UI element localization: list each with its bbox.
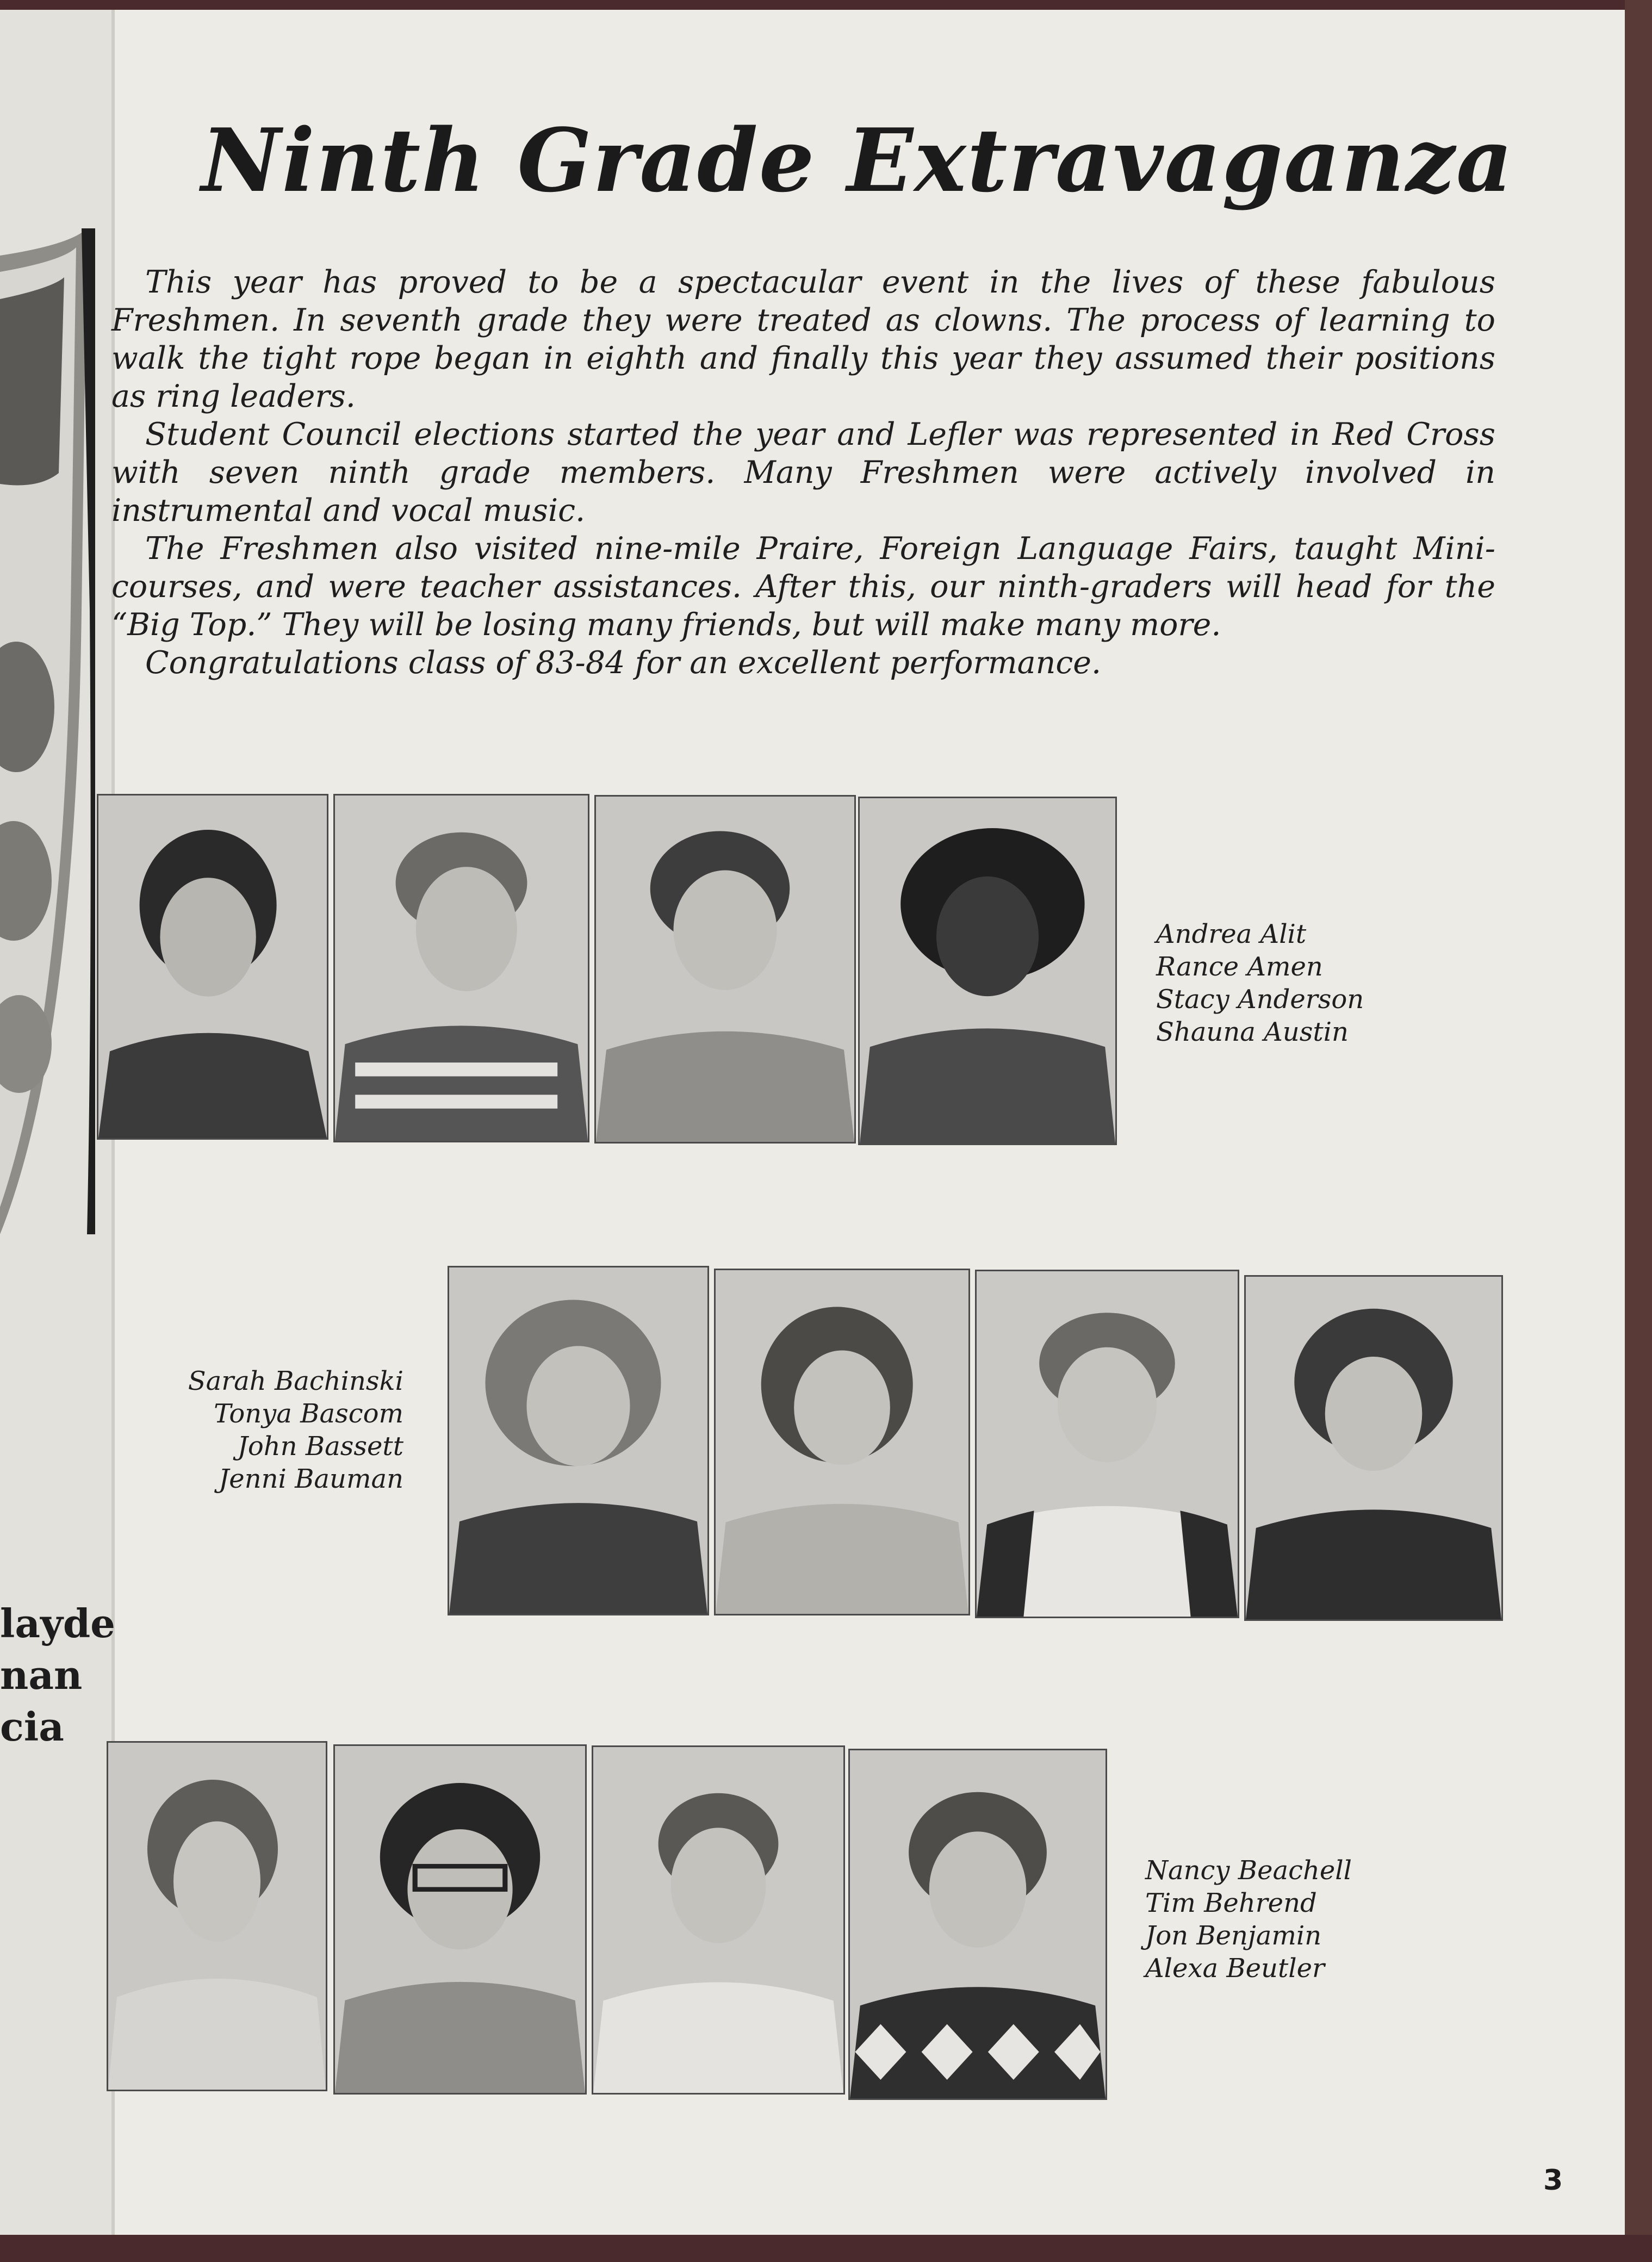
student-portrait <box>975 1270 1239 1618</box>
intro-text <box>111 263 1495 682</box>
intro-paragraph: The Freshmen also visited nine-mile Praire, Foreign Language Fairs, taught Mini-courses, and were teacher assistances. After this, our ninth-graders will head for the “Big Top.” They will be losing many friends, but will make many more. <box>111 531 1495 643</box>
student-portrait <box>714 1269 970 1615</box>
facing-page-text-fragment: layde <box>0 1600 115 1646</box>
facing-page-text-fragment: nan <box>0 1652 83 1698</box>
student-portrait <box>594 795 856 1144</box>
intro-paragraph: This year has proved to be a spectacular event in the lives of these fabulous Freshmen. In seventh grade they were treated as clowns. The process of learning to walk the tight rope began in eighth and finally this year they assumed their positions as ring leaders. <box>111 264 1495 414</box>
student-name: Jenni Bauman <box>219 1464 403 1494</box>
intro-paragraph: Student Council elections started the year and Lefler was represented in Red Cross with seven ninth grade members. Many Freshmen were actively involved in instrumental and vocal music. <box>111 417 1495 529</box>
student-name: Tim Behrend <box>1145 1888 1317 1918</box>
binding-edge-top <box>0 0 1652 10</box>
binding-edge-bottom <box>0 2235 1652 2262</box>
facing-page-shield-graphic <box>0 228 95 1234</box>
student-name: Tonya Bascom <box>214 1399 403 1429</box>
student-name: John Bassett <box>237 1431 403 1462</box>
student-portrait <box>1244 1275 1503 1621</box>
student-names-row-3 <box>1145 1854 1352 1985</box>
student-portrait <box>848 1749 1107 2100</box>
student-name: Sarah Bachinski <box>188 1366 403 1396</box>
page-number: 3 <box>1543 2164 1563 2197</box>
page-title: Ninth Grade Extravaganza <box>201 109 1514 212</box>
student-portrait <box>333 1744 587 2095</box>
student-name: Andrea Alit <box>1156 919 1307 949</box>
student-name: Nancy Beachell <box>1145 1855 1352 1886</box>
facing-page-text-fragment: cia <box>0 1704 64 1750</box>
student-portrait <box>592 1745 845 2095</box>
student-name: Alexa Beutler <box>1145 1953 1325 1984</box>
student-portrait <box>97 794 328 1140</box>
student-names-row-2 <box>163 1365 403 1495</box>
student-portrait <box>858 797 1117 1145</box>
student-name: Rance Amen <box>1156 952 1323 982</box>
student-portrait <box>107 1741 327 2091</box>
student-name: Jon Benjamin <box>1145 1921 1322 1951</box>
student-name: Shauna Austin <box>1156 1017 1349 1047</box>
student-name: Stacy Anderson <box>1156 984 1364 1015</box>
intro-paragraph: Congratulations class of 83-84 for an excellent performance. <box>145 645 1102 681</box>
student-names-row-1 <box>1156 918 1364 1048</box>
binding-edge-right <box>1625 0 1652 2262</box>
student-portrait <box>333 794 589 1142</box>
student-portrait <box>448 1266 709 1615</box>
